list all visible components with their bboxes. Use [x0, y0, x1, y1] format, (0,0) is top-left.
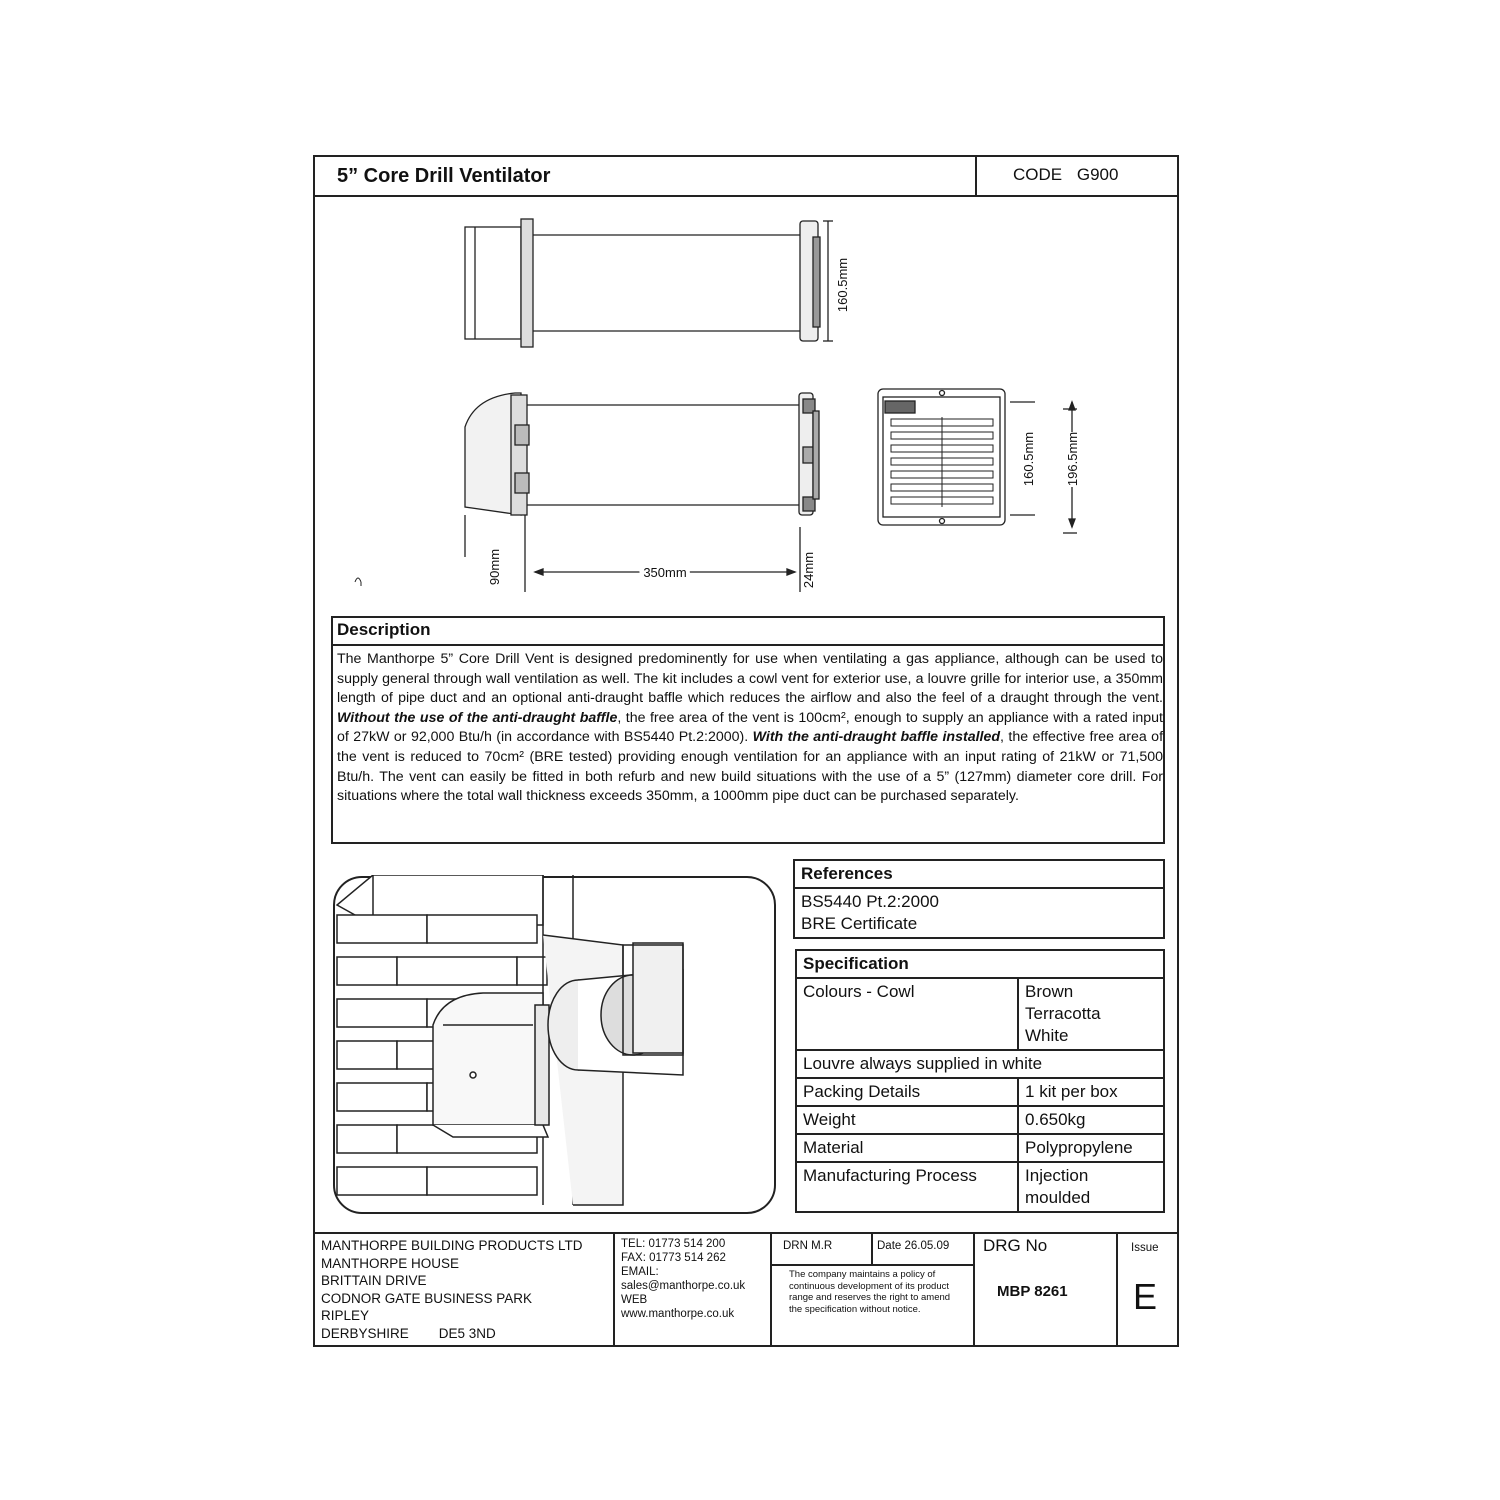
spec-colours-label: Colours - Cowl: [796, 978, 1018, 1050]
contact-line: TEL: 01773 514 200: [621, 1238, 726, 1250]
page-title: 5” Core Drill Ventilator: [337, 165, 551, 187]
description-text: [337, 650, 1163, 807]
specification-title: Specification: [796, 950, 1164, 978]
footer-divider: [770, 1264, 973, 1266]
colour-option: Terracotta: [1025, 1004, 1101, 1023]
code-value: G900: [1076, 165, 1119, 184]
address-line: MANTHORPE HOUSE: [321, 1255, 460, 1271]
colour-option: Brown: [1025, 982, 1074, 1001]
side-view-drawing: [355, 393, 819, 592]
spec-row-value: Injection moulded: [1018, 1162, 1164, 1212]
spec-row-label: Material: [796, 1134, 1018, 1162]
web-link[interactable]: www.manthorpe.co.uk: [621, 1308, 735, 1320]
colour-option: White: [1025, 1026, 1069, 1045]
address-line: [321, 1325, 583, 1343]
dim-160-5-front: 160.5mm: [1021, 431, 1036, 487]
drg-label: DRG No: [983, 1236, 1048, 1255]
top-view-drawing: [465, 219, 833, 347]
installation-illustration: [333, 875, 777, 1217]
drawn-by: DRN M.R: [783, 1240, 833, 1252]
cowl-vent: [433, 993, 549, 1137]
specification-table: [795, 949, 1165, 1213]
footer-divider: [770, 1232, 772, 1347]
spec-row-label: Weight: [796, 1106, 1018, 1134]
product-code: [1013, 165, 1118, 185]
drawing-date: Date 26.05.09: [877, 1240, 950, 1252]
contact-details: [621, 1237, 745, 1321]
footer-divider: [973, 1232, 975, 1347]
email-link[interactable]: sales@manthorpe.co.uk: [621, 1280, 746, 1292]
dim-24: 24mm: [801, 551, 816, 589]
spec-row-value: Polypropylene: [1018, 1134, 1164, 1162]
dim-196-5: 196.5mm: [1065, 431, 1080, 487]
footer-divider: [1116, 1232, 1118, 1347]
reference-item: BRE Certificate: [801, 914, 918, 933]
reference-item: BS5440 Pt.2:2000: [801, 892, 940, 911]
spec-row-value: 0.650kg: [1018, 1106, 1164, 1134]
references-title: References: [794, 860, 1164, 888]
spec-row-value: 1 kit per box: [1018, 1078, 1164, 1106]
policy-note: The company maintains a policy of continuous development of its product range and reserves the right to amend the specification without notice.: [789, 1269, 951, 1315]
spec-row-label: Packing Details: [796, 1078, 1018, 1106]
footer-divider: [871, 1232, 873, 1264]
contact-line: FAX: 01773 514 262: [621, 1252, 726, 1264]
dim-350: 350mm: [643, 565, 687, 580]
description-part-2: , the free area of the vent is 100cm², enough to supply an appliance with a rated input of 27kW or 92,000 Btu/h (in accordance with BS5440 Pt.2:2000).: [337, 709, 1163, 746]
address-line: BRITTAIN DRIVE: [321, 1273, 427, 1288]
footer-rule: [315, 1232, 1177, 1234]
dim-90: 90mm: [487, 548, 502, 586]
description-part-1: The Manthorpe 5” Core Drill Vent is designed predominently for use when ventilating a gas appliance, although can be used to supply general through wall ventilation as well. The kit includes a cowl vent for exterior use, a louvre grille for interior use, a 350mm length of pipe duct and an optional anti-draught baffle which reduces the airflow and also the feel of a draught through the vent.: [337, 651, 1163, 707]
description-bold-1: Without the use of the anti-draught baffle: [337, 709, 618, 726]
front-view-drawing: [878, 389, 1077, 533]
county: DERBYSHIRE: [321, 1325, 409, 1341]
drg-number: MBP 8261: [997, 1283, 1068, 1300]
code-label: CODE: [1013, 165, 1063, 184]
header-divider: [975, 157, 977, 195]
description-rule: [333, 644, 1163, 646]
address-line: MANTHORPE BUILDING PRODUCTS LTD: [321, 1238, 583, 1253]
technical-drawings: [315, 197, 1177, 617]
description-part-3: , the effective free area of the vent is reduced to 70cm² (BRE tested) providing enough ventilation for an appliance with an input rating of 21kW or 71,500 Btu/h. The vent can easily be fitted in both refurb and new build situations with the use of a 5” (127mm) diameter core drill. For situations where the total wall thickness exceeds 350mm, a 1000mm pipe duct can be purchased separately.: [337, 729, 1164, 805]
description-box: [331, 616, 1165, 844]
company-address: [321, 1237, 583, 1342]
data-sheet: [313, 155, 1179, 1347]
description-title: Description: [337, 620, 431, 639]
spec-row-label: Manufacturing Process: [796, 1162, 1018, 1212]
dim-160-5-side: 160.5mm: [835, 257, 850, 313]
spec-colours-value: [1018, 978, 1164, 1050]
issue-value: E: [1133, 1276, 1158, 1317]
address-line: RIPLEY: [321, 1308, 370, 1323]
contact-line: WEB: [621, 1294, 648, 1306]
postcode: DE5 3ND: [438, 1325, 496, 1341]
contact-line: EMAIL:: [621, 1266, 659, 1278]
description-bold-2: With the anti-draught baffle installed: [752, 729, 1001, 746]
issue-label: Issue: [1131, 1242, 1159, 1254]
references-table: [793, 859, 1165, 939]
spec-louvre-note: Louvre always supplied in white: [796, 1050, 1164, 1078]
address-line: CODNOR GATE BUSINESS PARK: [321, 1290, 533, 1306]
footer-divider: [613, 1232, 615, 1347]
